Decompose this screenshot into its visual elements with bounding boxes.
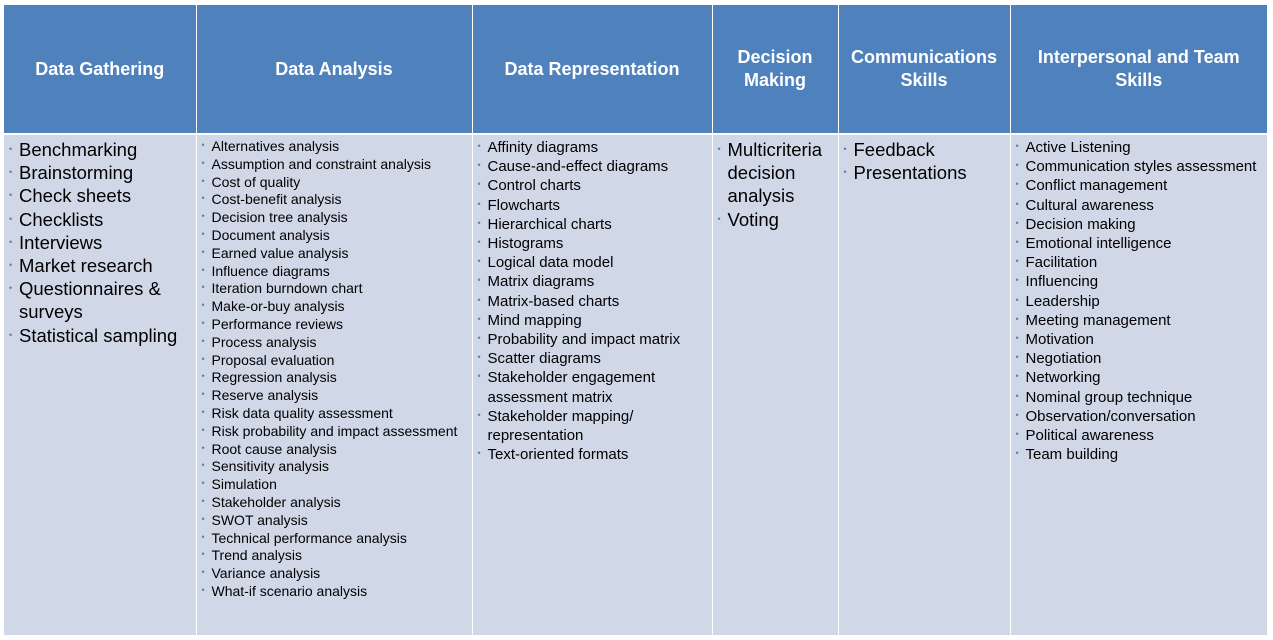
list-item <box>201 423 468 441</box>
list-item <box>201 316 468 334</box>
list-item-text: Matrix diagrams <box>487 273 595 291</box>
bullet-icon: • <box>201 282 205 293</box>
list-item-text: Influence diagrams <box>211 262 330 279</box>
bullet-icon: • <box>477 179 481 190</box>
list-item <box>1015 407 1264 426</box>
list-item-text: Decision tree analysis <box>211 209 348 226</box>
bullet-icon: • <box>201 424 205 435</box>
bullet-icon: • <box>9 329 13 340</box>
list-item-text: Questionnaires & surveys <box>19 278 161 323</box>
list-item <box>201 547 468 565</box>
list-item <box>1015 253 1264 272</box>
list-item-text: Histograms <box>487 235 564 253</box>
bullet-icon: • <box>477 409 481 420</box>
list-item <box>8 324 192 347</box>
list-item-text: Benchmarking <box>19 139 138 160</box>
bullet-icon: • <box>1015 141 1019 151</box>
bullet-icon: • <box>201 567 205 578</box>
bullet-icon: • <box>201 246 205 257</box>
list-item-text: Stakeholder engagement assessment matrix <box>487 369 656 406</box>
list-item <box>1015 388 1264 407</box>
list-item <box>477 157 708 176</box>
list-item-text: Probability and impact matrix <box>487 331 681 349</box>
list-item <box>201 458 468 476</box>
cell-data-analysis <box>196 134 472 635</box>
content-row <box>4 134 1267 635</box>
list-item-text: Control charts <box>487 177 581 195</box>
list-item-text: Presentations <box>853 162 967 184</box>
list-item <box>201 138 468 156</box>
list-item <box>201 441 468 459</box>
list-item-text: Statistical sampling <box>19 324 178 346</box>
list-item-text: Interviews <box>19 231 103 253</box>
list-item <box>477 330 708 349</box>
list-item <box>201 565 468 583</box>
list-item-text: Assumption and constraint analysis <box>211 155 431 172</box>
list-item-text: Communication styles assessment <box>1025 158 1257 176</box>
cell-interpersonal-team-skills <box>1010 134 1267 635</box>
bullet-icon: • <box>201 442 205 453</box>
list-item <box>8 254 192 277</box>
list-item-text: Brainstorming <box>19 162 134 184</box>
list-item <box>717 138 834 208</box>
list-item <box>477 368 708 406</box>
bullet-icon: • <box>9 283 13 294</box>
list-item-text: Cost of quality <box>211 173 301 190</box>
bullet-icon: • <box>201 406 205 417</box>
list-item <box>8 161 192 184</box>
bullet-icon: • <box>1015 409 1019 420</box>
bullet-icon: • <box>201 140 205 150</box>
bullet-icon: • <box>9 144 13 154</box>
bullet-icon: • <box>201 157 205 168</box>
list-item <box>1015 215 1264 234</box>
list-item <box>1015 445 1264 464</box>
list-item-text: Mind mapping <box>487 311 582 329</box>
list-item <box>477 176 708 195</box>
list-item-text: Stakeholder analysis <box>211 493 341 510</box>
bullet-icon: • <box>1015 313 1019 324</box>
list-item-text: Emotional intelligence <box>1025 235 1172 253</box>
list-item <box>477 292 708 311</box>
bullet-icon: • <box>201 335 205 346</box>
list-item-text: Process analysis <box>211 333 317 350</box>
list-item-text: Simulation <box>211 476 277 493</box>
bullet-icon: • <box>477 160 481 171</box>
bullet-icon: • <box>477 217 481 228</box>
bullet-icon: • <box>717 213 721 224</box>
list-item-text: Feedback <box>853 139 935 160</box>
list-item <box>1015 234 1264 253</box>
list-item-text: Risk data quality assessment <box>211 404 393 421</box>
list-item-text: What-if scenario analysis <box>211 582 368 599</box>
list-item-text: Cause-and-effect diagrams <box>487 158 669 176</box>
list-item-text: SWOT analysis <box>211 511 308 528</box>
list-item <box>8 277 192 323</box>
list-item <box>1015 349 1264 368</box>
list-item <box>477 234 708 253</box>
header-interpersonal-team-skills: Interpersonal and Team Skills <box>1010 5 1267 134</box>
bullet-icon: • <box>201 228 205 239</box>
list-item-text: Iteration burndown chart <box>211 280 363 297</box>
bullet-icon: • <box>1015 352 1019 363</box>
list-item <box>201 387 468 405</box>
list-item-text: Checklists <box>19 208 104 230</box>
list-item-text: Proposal evaluation <box>211 351 335 368</box>
list-item <box>1015 272 1264 291</box>
list-item-text: Performance reviews <box>211 315 343 332</box>
bullet-icon: • <box>201 513 205 524</box>
list-item-text: Sensitivity analysis <box>211 458 329 475</box>
bullet-icon: • <box>201 460 205 471</box>
list-item <box>8 208 192 231</box>
bullet-icon: • <box>201 300 205 311</box>
bullet-icon: • <box>477 256 481 267</box>
bullet-icon: • <box>1015 294 1019 305</box>
list-item-text: Voting <box>727 208 779 230</box>
list-item-text: Check sheets <box>19 185 132 207</box>
bullet-icon: • <box>1015 448 1019 459</box>
list-item <box>477 349 708 368</box>
bullet-icon: • <box>1015 333 1019 344</box>
bullet-icon: • <box>477 333 481 344</box>
list-item-text: Matrix-based charts <box>487 292 620 310</box>
list-item <box>477 407 708 445</box>
list-item-text: Multicriteria decision analysis <box>727 139 823 207</box>
bullet-icon: • <box>1015 371 1019 382</box>
list-item <box>201 298 468 316</box>
list-item <box>8 231 192 254</box>
bullet-icon: • <box>9 236 13 247</box>
bullet-icon: • <box>201 478 205 489</box>
list-item <box>201 334 468 352</box>
list-item-text: Stakeholder mapping/ representation <box>487 407 634 445</box>
list-item <box>717 208 834 231</box>
bullet-icon: • <box>9 213 13 224</box>
list-item-text: Decision making <box>1025 215 1136 233</box>
cell-communications-skills <box>838 134 1010 635</box>
bullet-icon: • <box>1015 198 1019 209</box>
bullet-icon: • <box>477 352 481 363</box>
list-data-representation <box>477 138 708 464</box>
cell-decision-making <box>712 134 838 635</box>
bullet-icon: • <box>201 389 205 400</box>
list-item <box>1015 292 1264 311</box>
list-item-text: Conflict management <box>1025 177 1168 195</box>
list-item <box>477 445 708 464</box>
list-item-text: Active Listening <box>1025 139 1131 156</box>
list-item <box>843 161 1006 184</box>
list-item-text: Influencing <box>1025 273 1099 291</box>
bullet-icon: • <box>201 317 205 328</box>
list-item <box>201 227 468 245</box>
list-item-text: Document analysis <box>211 226 330 243</box>
list-item-text: Affinity diagrams <box>487 139 599 156</box>
list-item-text: Cost-benefit analysis <box>211 191 342 208</box>
list-item-text: Variance analysis <box>211 565 321 582</box>
bullet-icon: • <box>201 193 205 204</box>
list-item <box>201 280 468 298</box>
list-item-text: Make-or-buy analysis <box>211 298 345 315</box>
list-item-text: Root cause analysis <box>211 440 337 457</box>
list-data-analysis <box>201 138 468 601</box>
list-item-text: Networking <box>1025 369 1101 387</box>
list-item-text: Hierarchical charts <box>487 215 612 233</box>
header-data-analysis: Data Analysis <box>196 5 472 134</box>
header-communications-skills: Communications Skills <box>838 5 1010 134</box>
list-item <box>201 476 468 494</box>
list-item <box>201 512 468 530</box>
bullet-icon: • <box>1015 160 1019 171</box>
bullet-icon: • <box>477 141 481 151</box>
list-item-text: Meeting management <box>1025 311 1171 329</box>
list-item-text: Negotiation <box>1025 350 1102 368</box>
techniques-table-container <box>4 5 1267 635</box>
header-data-representation: Data Representation <box>472 5 712 134</box>
list-item <box>201 494 468 512</box>
bullet-icon: • <box>477 275 481 286</box>
list-item <box>1015 368 1264 387</box>
techniques-table <box>4 5 1267 635</box>
bullet-icon: • <box>477 198 481 209</box>
list-item <box>201 263 468 281</box>
list-item-text: Political awareness <box>1025 427 1154 445</box>
list-item <box>201 245 468 263</box>
list-item <box>1015 311 1264 330</box>
list-item <box>477 215 708 234</box>
bullet-icon: • <box>9 260 13 271</box>
list-item-text: Team building <box>1025 446 1119 464</box>
bullet-icon: • <box>201 211 205 222</box>
bullet-icon: • <box>201 549 205 560</box>
header-data-gathering: Data Gathering <box>4 5 196 134</box>
bullet-icon: • <box>201 175 205 186</box>
bullet-icon: • <box>843 144 847 154</box>
bullet-icon: • <box>717 144 721 154</box>
bullet-icon: • <box>9 167 13 178</box>
list-item-text: Facilitation <box>1025 254 1098 272</box>
list-item <box>201 191 468 209</box>
bullet-icon: • <box>1015 429 1019 440</box>
list-item-text: Logical data model <box>487 254 614 272</box>
list-item <box>8 184 192 207</box>
list-item-text: Risk probability and impact assessment <box>211 422 458 439</box>
list-item <box>1015 426 1264 445</box>
bullet-icon: • <box>1015 217 1019 228</box>
list-item-text: Observation/conversation <box>1025 407 1196 425</box>
list-item-text: Flowcharts <box>487 196 561 214</box>
bullet-icon: • <box>1015 179 1019 190</box>
list-item-text: Scatter diagrams <box>487 350 601 368</box>
list-item-text: Leadership <box>1025 292 1100 310</box>
list-communications-skills <box>843 138 1006 184</box>
list-item-text: Trend analysis <box>211 547 303 564</box>
list-item <box>843 138 1006 161</box>
list-item <box>477 272 708 291</box>
list-item <box>1015 176 1264 195</box>
list-data-gathering <box>8 138 192 347</box>
list-item <box>201 174 468 192</box>
list-item <box>1015 157 1264 176</box>
list-decision-making <box>717 138 834 231</box>
cell-data-representation <box>472 134 712 635</box>
bullet-icon: • <box>477 371 481 382</box>
list-item-text: Regression analysis <box>211 369 337 386</box>
list-item <box>477 311 708 330</box>
list-item <box>201 405 468 423</box>
bullet-icon: • <box>1015 237 1019 248</box>
bullet-icon: • <box>9 190 13 201</box>
list-item-text: Earned value analysis <box>211 244 349 261</box>
list-item <box>477 253 708 272</box>
header-decision-making: Decision Making <box>712 5 838 134</box>
list-item <box>477 196 708 215</box>
list-item <box>1015 138 1264 157</box>
list-item <box>201 352 468 370</box>
bullet-icon: • <box>477 448 481 459</box>
list-item <box>1015 330 1264 349</box>
bullet-icon: • <box>1015 275 1019 286</box>
list-item-text: Text-oriented formats <box>487 446 629 464</box>
list-item <box>201 156 468 174</box>
list-item <box>1015 196 1264 215</box>
bullet-icon: • <box>477 237 481 248</box>
list-interpersonal-team-skills <box>1015 138 1264 464</box>
bullet-icon: • <box>201 353 205 364</box>
list-item <box>201 583 468 601</box>
list-item-text: Alternatives analysis <box>211 138 340 154</box>
header-row <box>4 5 1267 134</box>
list-item <box>477 138 708 157</box>
bullet-icon: • <box>201 495 205 506</box>
bullet-icon: • <box>477 294 481 305</box>
bullet-icon: • <box>1015 390 1019 401</box>
list-item-text: Motivation <box>1025 331 1094 349</box>
cell-data-gathering <box>4 134 196 635</box>
bullet-icon: • <box>201 371 205 382</box>
list-item <box>201 530 468 548</box>
bullet-icon: • <box>1015 256 1019 267</box>
list-item-text: Technical performance analysis <box>211 529 407 546</box>
bullet-icon: • <box>843 167 847 178</box>
list-item-text: Cultural awareness <box>1025 196 1154 214</box>
bullet-icon: • <box>477 313 481 324</box>
list-item <box>8 138 192 161</box>
list-item-text: Market research <box>19 255 153 277</box>
list-item-text: Reserve analysis <box>211 387 319 404</box>
bullet-icon: • <box>201 531 205 542</box>
list-item <box>201 369 468 387</box>
bullet-icon: • <box>201 584 205 595</box>
list-item-text: Nominal group technique <box>1025 388 1193 406</box>
bullet-icon: • <box>201 264 205 275</box>
list-item <box>201 209 468 227</box>
